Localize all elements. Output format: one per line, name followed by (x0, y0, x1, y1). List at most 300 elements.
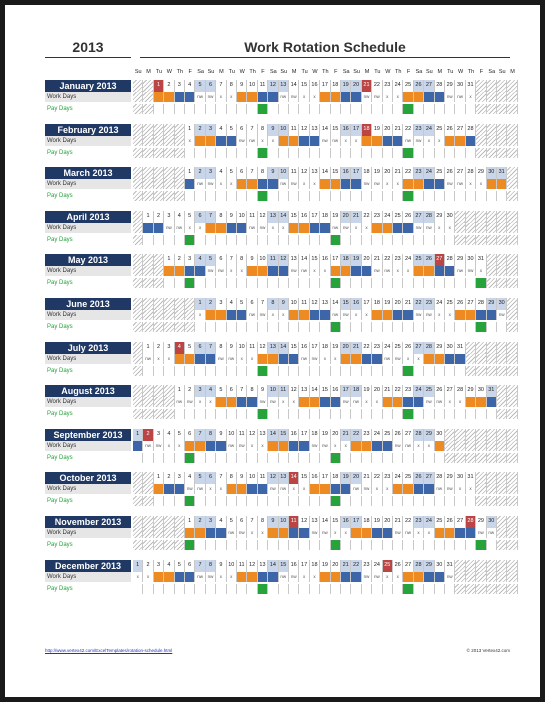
pay-day-cell (195, 409, 205, 419)
work-day-cell: x (185, 136, 195, 146)
pay-day-cell (299, 148, 309, 158)
work-day-cell (216, 397, 226, 407)
date-cell (507, 385, 517, 397)
work-day-cell (175, 92, 185, 102)
work-day-cell: x (351, 310, 361, 320)
work-day-cell (195, 441, 205, 451)
work-day-cell: x (393, 572, 403, 582)
pay-day-cell (414, 366, 424, 376)
work-day-cell (403, 179, 413, 189)
date-cell: 2 (143, 429, 153, 441)
work-day-cell: nw (206, 266, 216, 276)
pay-day-cell (299, 453, 309, 463)
date-cell: 18 (320, 211, 330, 223)
date-cell (497, 429, 507, 441)
pay-day-cell (289, 453, 299, 463)
date-cell: 27 (403, 429, 413, 441)
pay-day-cell (268, 366, 278, 376)
pay-day-cell (383, 496, 393, 506)
date-cell (466, 211, 476, 223)
work-day-cell (466, 136, 476, 146)
work-day-cell (154, 484, 164, 494)
work-day-cell: x (466, 484, 476, 494)
footer-link[interactable]: http://www.vertex42.com/ExcelTemplates/rotation-schedule.html (45, 648, 173, 653)
date-cell: 26 (455, 298, 465, 310)
date-cell (175, 167, 185, 179)
work-day-cell (351, 266, 361, 276)
day-header: M (219, 69, 224, 75)
date-cell: 27 (455, 167, 465, 179)
work-day-cell: nw (299, 266, 309, 276)
date-cell: 11 (237, 560, 247, 572)
work-day-cell (497, 92, 507, 102)
date-cell (164, 385, 174, 397)
day-header: W (385, 69, 391, 75)
work-day-cell: x (331, 441, 341, 451)
pay-day-cell (476, 584, 486, 594)
date-cell: 23 (372, 342, 382, 354)
date-cell (154, 385, 164, 397)
pay-day-cell (507, 584, 517, 594)
date-cell (143, 80, 153, 92)
date-cell: 29 (424, 560, 434, 572)
pay-day-cell (268, 540, 278, 550)
pay-day-cell (403, 104, 413, 114)
pay-day-cell (320, 584, 330, 594)
work-day-cell: nw (310, 441, 320, 451)
work-day-cell: nw (455, 179, 465, 189)
work-day-cell (351, 354, 361, 364)
pay-day-cell (258, 496, 268, 506)
date-cell: 19 (372, 167, 382, 179)
work-day-cell: nw (258, 397, 268, 407)
pay-day-cell (154, 366, 164, 376)
date-cell: 13 (268, 342, 278, 354)
work-day-cell (424, 484, 434, 494)
date-cell: 22 (403, 167, 413, 179)
work-day-cell: x (320, 354, 330, 364)
date-cell: 12 (310, 298, 320, 310)
date-cell: 30 (476, 385, 486, 397)
pay-day-cell (507, 322, 517, 332)
date-cell: 22 (393, 385, 403, 397)
work-day-cell: x (227, 266, 237, 276)
date-cell: 4 (216, 167, 226, 179)
date-cell: 5 (227, 167, 237, 179)
date-cell: 8 (206, 429, 216, 441)
month-title: November 2013 (45, 516, 131, 528)
date-cell: 6 (185, 560, 195, 572)
date-cell: 24 (372, 560, 382, 572)
pay-day-cell (424, 322, 434, 332)
work-day-cell (206, 223, 216, 233)
date-cell (185, 298, 195, 310)
date-cell (507, 429, 517, 441)
date-cell: 2 (195, 516, 205, 528)
date-cell: 8 (237, 254, 247, 266)
date-cell (497, 80, 507, 92)
pay-day-cell (195, 148, 205, 158)
work-day-cell (143, 528, 153, 538)
pay-day-cell (351, 453, 361, 463)
date-cell (507, 211, 517, 223)
work-day-cell: nw (466, 266, 476, 276)
pay-day-cell (175, 148, 185, 158)
work-day-cell (372, 354, 382, 364)
pay-day-cell (507, 148, 517, 158)
pay-day-cell (268, 409, 278, 419)
pay-day-cell (299, 278, 309, 288)
pay-day-cell (258, 584, 268, 594)
pay-day-cell (289, 584, 299, 594)
date-cell: 25 (435, 167, 445, 179)
date-cell: 20 (351, 472, 361, 484)
date-cell: 4 (175, 342, 185, 354)
work-day-cell: nw (185, 484, 195, 494)
date-cell (455, 211, 465, 223)
work-day-cell: nw (206, 92, 216, 102)
date-cell: 13 (310, 167, 320, 179)
date-cell (476, 124, 486, 136)
pay-day-cell (154, 496, 164, 506)
pay-day-cell (372, 453, 382, 463)
work-day-cell: nw (445, 572, 455, 582)
work-day-cell: nw (383, 354, 393, 364)
pay-day-cell (268, 584, 278, 594)
pay-day-cell (476, 104, 486, 114)
pay-day-cell (299, 366, 309, 376)
year-label: 2013 (72, 39, 104, 55)
date-cell: 5 (195, 472, 205, 484)
date-cell: 29 (435, 342, 445, 354)
day-header: Th (394, 69, 402, 75)
work-day-cell: x (372, 484, 382, 494)
work-days-label: Work Days (45, 397, 131, 407)
pay-day-cell (497, 235, 507, 245)
work-day-cell: x (289, 397, 299, 407)
work-day-cell (206, 310, 216, 320)
date-cell: 30 (487, 516, 497, 528)
work-day-cell (289, 441, 299, 451)
work-day-cell (143, 92, 153, 102)
pay-day-cell (216, 496, 226, 506)
work-day-cell (487, 136, 497, 146)
work-day-cell: x (310, 572, 320, 582)
pay-day-cell (507, 496, 517, 506)
date-cell: 7 (227, 254, 237, 266)
work-day-cell (154, 397, 164, 407)
date-cell: 17 (320, 472, 330, 484)
date-cell: 31 (487, 385, 497, 397)
pay-day-cell (331, 148, 341, 158)
work-day-cell: nw (279, 484, 289, 494)
work-day-cell (466, 310, 476, 320)
pay-day-cell (487, 453, 497, 463)
work-days-label: Work Days (45, 441, 131, 451)
pay-day-cell (362, 235, 372, 245)
work-day-cell (164, 266, 174, 276)
date-cell: 11 (289, 516, 299, 528)
day-header: Su (134, 69, 142, 75)
pay-day-cell (497, 540, 507, 550)
work-day-cell (424, 92, 434, 102)
pay-day-cell (393, 540, 403, 550)
date-cell: 3 (206, 167, 216, 179)
work-day-cell (227, 310, 237, 320)
date-cell: 5 (185, 342, 195, 354)
work-day-cell (216, 223, 226, 233)
pay-day-cell (195, 453, 205, 463)
day-header: Tu (447, 69, 454, 75)
pay-day-cell (403, 366, 413, 376)
work-day-cell: nw (258, 310, 268, 320)
pay-day-cell (435, 191, 445, 201)
pay-day-cell (393, 104, 403, 114)
work-day-cell: nw (195, 179, 205, 189)
work-day-cell (351, 179, 361, 189)
work-day-cell: x (351, 223, 361, 233)
work-day-cell (227, 397, 237, 407)
work-day-cell: x (258, 528, 268, 538)
work-day-cell: nw (393, 354, 403, 364)
pay-day-cell (268, 191, 278, 201)
pay-day-cell (383, 366, 393, 376)
work-day-cell (383, 136, 393, 146)
work-day-cell: x (383, 572, 393, 582)
pay-day-cell (237, 278, 247, 288)
work-day-cell (507, 354, 517, 364)
date-cell: 14 (268, 429, 278, 441)
work-day-cell (393, 136, 403, 146)
date-cell: 15 (331, 124, 341, 136)
work-day-cell (320, 179, 330, 189)
date-cell (466, 429, 476, 441)
date-cell: 5 (195, 80, 205, 92)
date-cell: 20 (351, 80, 361, 92)
work-day-cell (258, 266, 268, 276)
pay-day-cell (195, 322, 205, 332)
date-cell: 18 (341, 254, 351, 266)
work-day-cell (466, 441, 476, 451)
pay-day-cell (445, 191, 455, 201)
date-cell: 18 (331, 80, 341, 92)
pay-day-cell (351, 278, 361, 288)
work-day-cell (247, 397, 257, 407)
date-cell: 18 (310, 429, 320, 441)
pay-day-cell (279, 409, 289, 419)
pay-day-cell (310, 148, 320, 158)
work-day-cell (164, 179, 174, 189)
date-cell: 4 (227, 298, 237, 310)
pay-day-cell (175, 278, 185, 288)
date-cell: 6 (237, 124, 247, 136)
pay-day-cell (497, 148, 507, 158)
pay-day-cell (455, 148, 465, 158)
pay-day-cell (247, 104, 257, 114)
work-day-cell (507, 572, 517, 582)
pay-day-cell (227, 540, 237, 550)
work-day-cell (154, 92, 164, 102)
date-cell: 20 (372, 385, 382, 397)
work-day-cell (476, 572, 486, 582)
date-cell: 19 (372, 124, 382, 136)
work-day-cell: nw (435, 397, 445, 407)
date-cell: 17 (341, 385, 351, 397)
work-day-cell (424, 179, 434, 189)
pay-day-cell (507, 540, 517, 550)
pay-day-cell (279, 104, 289, 114)
date-cell (133, 167, 143, 179)
work-day-cell: x (216, 92, 226, 102)
date-cell: 17 (310, 342, 320, 354)
title-underline (140, 57, 510, 58)
date-cell: 12 (279, 254, 289, 266)
pay-day-cell (393, 453, 403, 463)
date-cell: 3 (175, 472, 185, 484)
date-cell: 12 (289, 385, 299, 397)
work-day-cell: nw (403, 441, 413, 451)
work-day-cell (206, 441, 216, 451)
pay-day-cell (341, 453, 351, 463)
work-day-cell (268, 179, 278, 189)
date-cell: 31 (466, 80, 476, 92)
date-cell: 17 (299, 429, 309, 441)
date-cell: 8 (216, 211, 226, 223)
date-cell: 28 (466, 167, 476, 179)
work-day-cell: x (195, 223, 205, 233)
pay-day-cell (310, 409, 320, 419)
date-cell: 25 (383, 560, 393, 572)
pay-day-cell (466, 453, 476, 463)
work-day-cell (487, 354, 497, 364)
work-days-label: Work Days (45, 136, 131, 146)
work-day-cell: x (175, 441, 185, 451)
work-day-cell: x (299, 92, 309, 102)
pay-day-cell (372, 584, 382, 594)
pay-day-cell (216, 104, 226, 114)
date-cell: 13 (320, 298, 330, 310)
pay-day-cell (279, 148, 289, 158)
work-day-cell: nw (331, 136, 341, 146)
date-cell: 21 (393, 124, 403, 136)
work-day-cell (445, 441, 455, 451)
pay-day-cell (185, 453, 195, 463)
pay-day-cell (351, 235, 361, 245)
work-day-cell (372, 528, 382, 538)
date-cell: 9 (227, 342, 237, 354)
date-cell: 24 (424, 167, 434, 179)
date-cell: 17 (310, 211, 320, 223)
date-cell: 23 (424, 298, 434, 310)
pay-day-cell (216, 584, 226, 594)
pay-day-cell (310, 496, 320, 506)
work-day-cell: nw (362, 179, 372, 189)
pay-day-cell (185, 104, 195, 114)
work-day-cell (497, 266, 507, 276)
date-cell: 18 (362, 516, 372, 528)
pay-day-cell (351, 148, 361, 158)
work-day-cell (289, 136, 299, 146)
work-day-cell: nw (289, 266, 299, 276)
pay-day-cell (133, 540, 143, 550)
pay-day-cell (383, 322, 393, 332)
work-day-cell (351, 441, 361, 451)
work-day-cell (331, 484, 341, 494)
work-day-cell: x (227, 179, 237, 189)
pay-day-cell (362, 148, 372, 158)
work-day-cell: nw (175, 397, 185, 407)
work-day-cell: nw (393, 441, 403, 451)
pay-day-cell (154, 540, 164, 550)
day-header: W (166, 69, 172, 75)
pay-day-cell (206, 409, 216, 419)
date-cell (476, 429, 486, 441)
work-day-cell (289, 310, 299, 320)
pay-day-cell (237, 235, 247, 245)
work-day-cell: nw (237, 136, 247, 146)
pay-day-cell (299, 409, 309, 419)
pay-day-cell (206, 496, 216, 506)
pay-day-cell (466, 322, 476, 332)
pay-day-cell (237, 540, 247, 550)
pay-day-cell (164, 496, 174, 506)
work-day-cell (507, 441, 517, 451)
pay-day-cell (289, 104, 299, 114)
work-day-cell (487, 223, 497, 233)
date-cell: 14 (310, 385, 320, 397)
date-cell: 1 (195, 298, 205, 310)
work-day-cell (320, 310, 330, 320)
date-cell: 3 (154, 429, 164, 441)
pay-day-cell (424, 540, 434, 550)
pay-day-cell (372, 148, 382, 158)
work-day-cell: nw (268, 484, 278, 494)
pay-day-cell (310, 278, 320, 288)
pay-day-cell (133, 278, 143, 288)
pay-day-cell (227, 322, 237, 332)
pay-day-cell (435, 496, 445, 506)
pay-day-cell (445, 584, 455, 594)
work-day-cell: x (341, 136, 351, 146)
work-day-cell (331, 572, 341, 582)
date-cell (143, 124, 153, 136)
date-cell: 21 (362, 80, 372, 92)
work-day-cell (227, 136, 237, 146)
work-day-cell (466, 354, 476, 364)
work-day-cell: x (424, 528, 434, 538)
work-day-cell (279, 441, 289, 451)
work-day-cell: x (268, 223, 278, 233)
work-day-cell: x (362, 310, 372, 320)
pay-day-cell (247, 366, 257, 376)
work-day-cell (216, 310, 226, 320)
work-day-cell (445, 354, 455, 364)
work-day-cell (320, 92, 330, 102)
date-cell: 19 (331, 211, 341, 223)
pay-day-cell (476, 366, 486, 376)
pay-day-cell (320, 366, 330, 376)
work-day-cell: x (403, 354, 413, 364)
day-header: Su (280, 69, 288, 75)
date-cell (507, 342, 517, 354)
work-day-cell (227, 223, 237, 233)
work-day-cell: nw (206, 179, 216, 189)
work-day-cell (476, 136, 486, 146)
pay-day-cell (320, 496, 330, 506)
date-cell (133, 80, 143, 92)
pay-day-cell (435, 148, 445, 158)
pay-day-cell (289, 191, 299, 201)
